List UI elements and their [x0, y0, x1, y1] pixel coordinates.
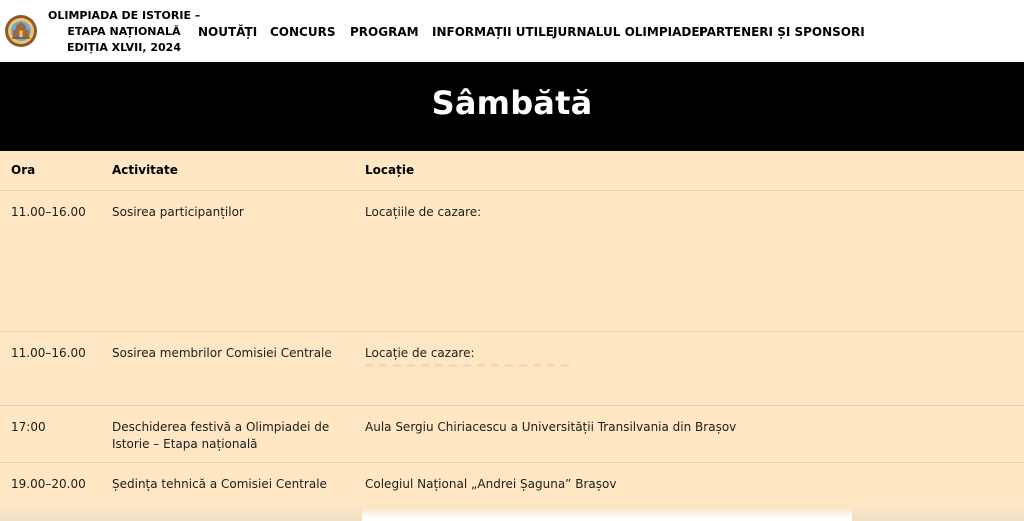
- activity-cell: Ședința tehnică a Comisiei Centrale: [112, 477, 327, 491]
- column-header-location: Locație: [365, 163, 415, 177]
- site-brand[interactable]: [48, 8, 200, 58]
- table-row: [0, 463, 1024, 521]
- day-heading-band: [0, 62, 1024, 151]
- activity-cell: Sosirea membrilor Comisiei Centrale: [112, 346, 332, 360]
- location-cell: Aula Sergiu Chiriacescu a Universității Transilvania din Brașov: [365, 420, 737, 434]
- location-cell: Colegiul Național „Andrei Șaguna” Brașov: [365, 477, 617, 491]
- activity-cell: Sosirea participanților: [112, 205, 244, 219]
- time-cell: 11.00–16.00: [11, 346, 86, 360]
- time-cell: 11.00–16.00: [11, 205, 86, 219]
- nav-olympiad-journal[interactable]: JURNALUL OLIMPIADEI: [553, 25, 704, 39]
- location-cell: Locațiile de cazare:: [365, 205, 482, 219]
- schedule-table: [0, 151, 1024, 521]
- column-header-activity: Activitate: [112, 163, 178, 177]
- table-row: [0, 406, 1024, 463]
- brand-line-2: ETAPA NAȚIONALĂ: [67, 25, 181, 38]
- table-row: [0, 191, 1024, 332]
- nav-program[interactable]: PROGRAM: [350, 25, 419, 39]
- brand-line-3: EDIȚIA XLVII, 2024: [67, 41, 181, 54]
- nav-useful-info[interactable]: INFORMAȚII UTILE: [432, 25, 554, 39]
- time-cell: 17:00: [11, 420, 46, 434]
- site-logo[interactable]: [4, 14, 38, 48]
- faded-location-detail: [365, 364, 575, 367]
- time-cell: 19.00–20.00: [11, 477, 86, 491]
- column-header-time: Ora: [11, 163, 36, 177]
- nav-contest[interactable]: CONCURS: [270, 25, 336, 39]
- table-header-row: [0, 151, 1024, 191]
- location-cell: Locație de cazare:: [365, 346, 475, 360]
- nav-partners-sponsors[interactable]: PARTENERI ȘI SPONSORI: [699, 25, 865, 39]
- day-title: Sâmbătă: [431, 84, 593, 122]
- olympiad-emblem-icon: [4, 14, 38, 48]
- site-header: [0, 0, 1024, 63]
- activity-cell: Deschiderea festivă a Olimpiadei de Istorie – Etapa națională: [112, 420, 330, 451]
- brand-line-1: OLIMPIADA DE ISTORIE –: [48, 9, 201, 22]
- nav-news[interactable]: NOUTĂȚI: [198, 25, 258, 39]
- table-row: [0, 332, 1024, 406]
